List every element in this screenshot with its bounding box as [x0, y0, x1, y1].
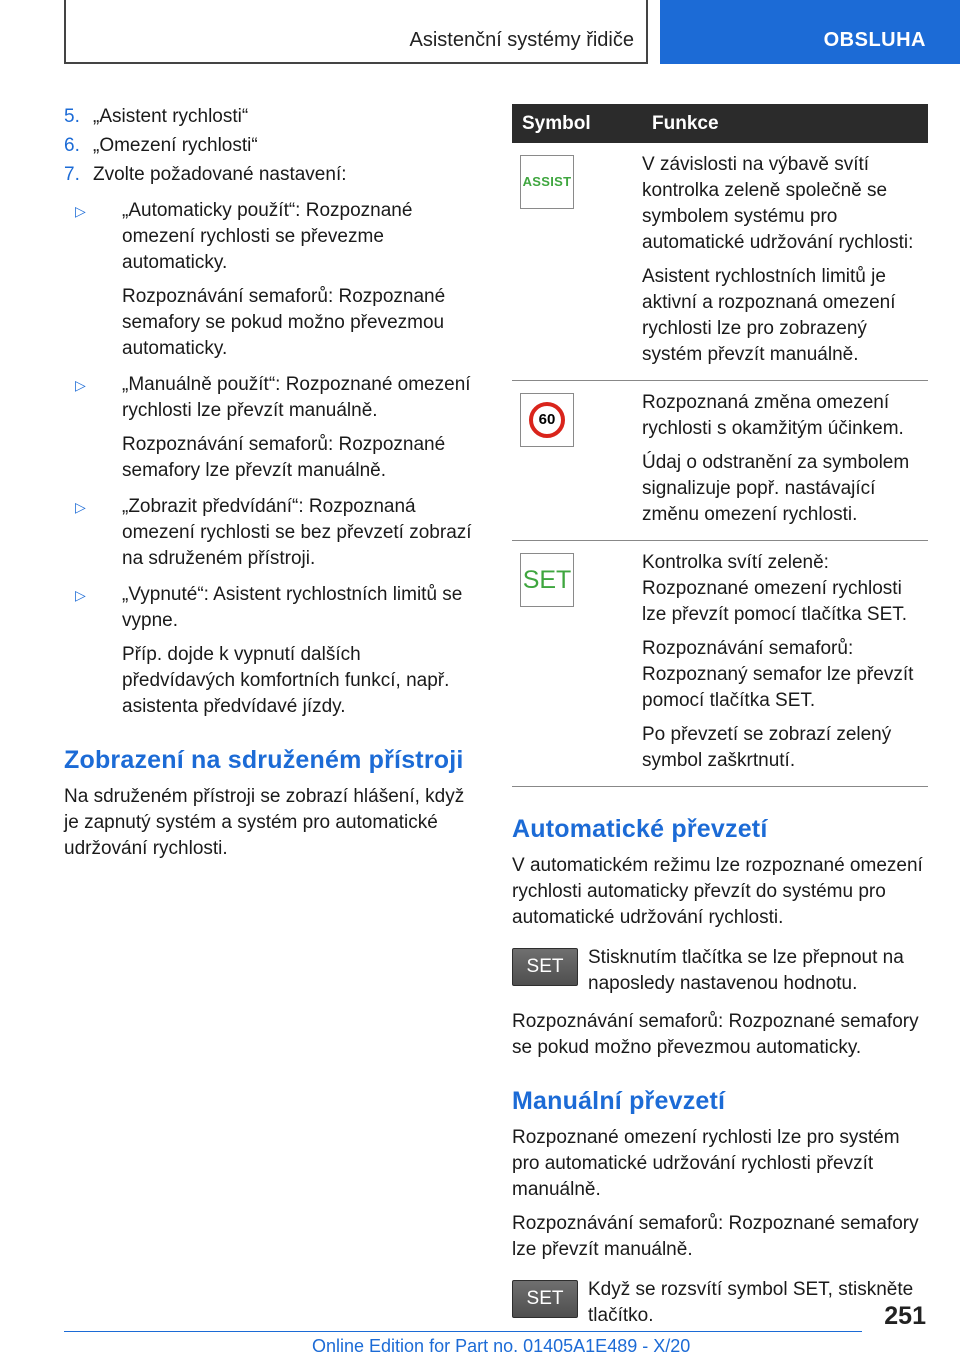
- set-button-row-manual: [512, 1277, 928, 1329]
- step-7: [64, 162, 478, 188]
- function-text: V závislosti na výbavě svítí kontrolka zeleně společně se symbolem systému pro automatické udržování rychlosti:: [642, 154, 914, 253]
- table-row: [512, 381, 928, 541]
- option-note: Rozpoznávání semaforů: Rozpoznané semafory se pokud možno převezmou automaticky.: [122, 286, 446, 359]
- option-preview: [64, 494, 478, 572]
- function-text: Rozpoznaná změna omezení rychlosti s okamžitým účinkem.: [642, 392, 904, 439]
- option-automatic: [64, 198, 478, 362]
- step-text: „Asistent rychlosti“: [93, 106, 249, 127]
- option-off: [64, 582, 478, 720]
- left-column: [64, 104, 478, 870]
- symbol-cell: [512, 541, 642, 787]
- header-section-label: OBSLUHA: [823, 29, 926, 51]
- speed-limit-value: 60: [538, 411, 556, 428]
- function-text: Po převzetí se zobrazí zelený symbol zaškrtnutí.: [642, 724, 892, 771]
- set-green-icon: [520, 553, 574, 607]
- column-header-symbol: Symbol: [512, 104, 642, 143]
- section-text-cluster: Na sdruženém přístroji se zobrazí hlášení, když je zapnutý systém a systém pro automatické udržování rychlosti.: [64, 786, 465, 859]
- footer-divider: [64, 1331, 862, 1332]
- set-button-icon: SET: [512, 1280, 578, 1318]
- set-button-text: Stisknutím tlačítka se lze přepnout na naposledy nastavenou hodnotu.: [588, 947, 904, 994]
- triangle-bullet-icon: ▷: [75, 377, 86, 393]
- function-cell: [642, 541, 928, 787]
- set-button-row-auto: [512, 945, 928, 997]
- table-row: [512, 143, 928, 381]
- function-cell: [642, 143, 928, 381]
- triangle-bullet-icon: ▷: [75, 499, 86, 515]
- set-green-icon-label: SET: [522, 566, 572, 594]
- step-6: [64, 133, 478, 159]
- assist-icon-label: ASSIST: [522, 174, 572, 189]
- step-text: „Omezení rychlosti“: [93, 135, 258, 156]
- option-text: „Zobrazit předvídání“: Rozpoznaná omezení rychlosti se bez převzetí zobrazí na sdruženém přístroji.: [122, 496, 472, 569]
- step-number: 7.: [64, 164, 80, 185]
- function-text: Kontrolka svítí zeleně: Rozpoznané omezení rychlosti lze převzít pomocí tlačítka SET.: [642, 552, 908, 625]
- step-number: 5.: [64, 106, 80, 127]
- function-text: Asistent rychlostních limitů je aktivní a rozpoznaná omezení rychlosti lze pro zobrazený systém převzít manuálně.: [642, 266, 896, 365]
- option-text: „Automaticky použít“: Rozpoznané omezení rychlosti se převezme automaticky.: [122, 200, 413, 273]
- set-button-text: Když se rozsvítí symbol SET, stiskněte tlačítko.: [588, 1279, 914, 1326]
- section-text-manual-2: Rozpoznávání semaforů: Rozpoznané semafory lze převzít manuálně.: [512, 1213, 919, 1260]
- section-text-auto: V automatickém režimu lze rozpoznané omezení rychlosti automaticky převzít do systému pro automatické udržování rychlosti.: [512, 855, 923, 928]
- step-text: Zvolte požadované nastavení:: [93, 164, 347, 185]
- option-text: „Vypnuté“: Asistent rychlostních limitů se vypne.: [122, 584, 463, 631]
- header-section-tab: [660, 0, 960, 64]
- option-note: Příp. dojde k vypnutí dalších předvídavých komfortních funkcí, např. asistenta předvídavé jízdy.: [122, 644, 450, 717]
- footer-edition: Online Edition for Part no. 01405A1E489 - X/20: [312, 1336, 691, 1356]
- set-button-icon: SET: [512, 948, 578, 986]
- step-5: [64, 104, 478, 130]
- section-heading-auto: Automatické převzetí: [512, 815, 768, 843]
- option-text: „Manuálně použít“: Rozpoznané omezení rychlosti lze převzít manuálně.: [122, 374, 471, 421]
- symbol-table: [512, 104, 928, 787]
- section-text-manual: Rozpoznané omezení rychlosti lze pro systém pro automatické udržování rychlosti převzít manuálně.: [512, 1127, 900, 1200]
- section-heading-manual: Manuální převzetí: [512, 1087, 726, 1115]
- page-number: 251: [884, 1302, 926, 1330]
- function-text: Rozpoznávání semaforů: Rozpoznaný semafor lze převzít pomocí tlačítka SET.: [642, 638, 914, 711]
- column-header-function: Funkce: [642, 104, 928, 143]
- symbol-cell: [512, 381, 642, 541]
- speed-limit-sign: [529, 402, 565, 438]
- assist-icon: [520, 155, 574, 209]
- symbol-cell: [512, 143, 642, 381]
- section-heading-cluster: Zobrazení na sdruženém přístroji: [64, 746, 464, 774]
- header-title-box: [64, 0, 648, 64]
- table-row: [512, 541, 928, 787]
- step-number: 6.: [64, 135, 80, 156]
- right-column: [512, 104, 928, 1341]
- function-text: Údaj o odstranění za symbolem signalizuje popř. nastávající změnu omezení rychlosti.: [642, 452, 910, 525]
- speed-limit-60-icon: [520, 393, 574, 447]
- triangle-bullet-icon: ▷: [75, 203, 86, 219]
- header-title: Asistenční systémy řidiče: [409, 29, 634, 51]
- option-manual: [64, 372, 478, 484]
- function-cell: [642, 381, 928, 541]
- option-note: Rozpoznávání semaforů: Rozpoznané semafory lze převzít manuálně.: [122, 434, 446, 481]
- table-header-row: [512, 104, 928, 143]
- section-text-auto-2: Rozpoznávání semaforů: Rozpoznané semafory se pokud možno převezmou automaticky.: [512, 1011, 919, 1058]
- triangle-bullet-icon: ▷: [75, 587, 86, 603]
